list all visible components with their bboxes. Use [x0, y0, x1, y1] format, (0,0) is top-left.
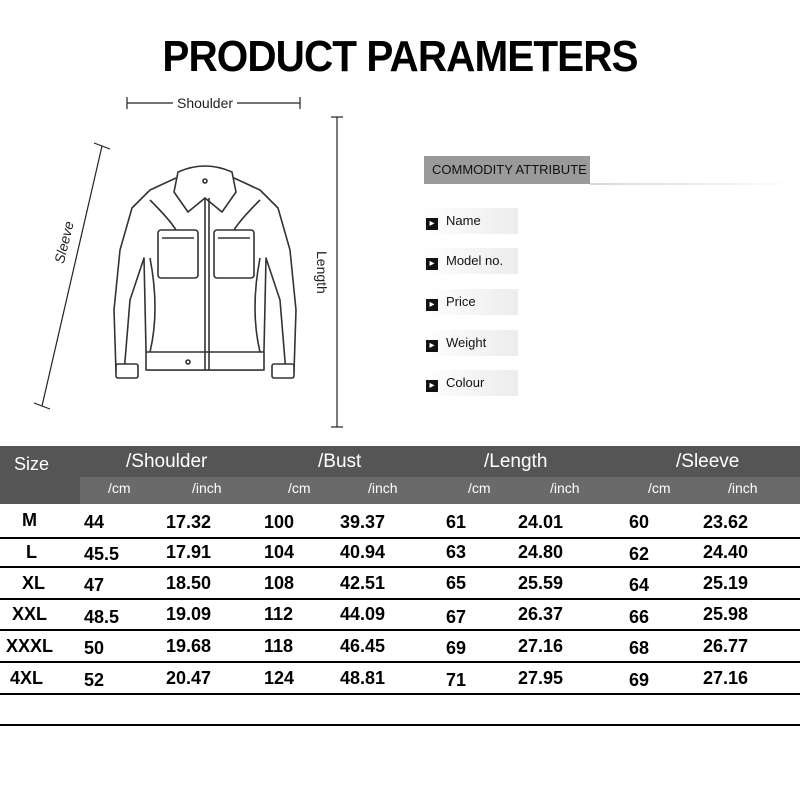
- row-divider: [0, 661, 800, 663]
- table-cell: 100: [264, 512, 295, 532]
- sleeve-dimension-line: [34, 143, 110, 409]
- table-cell: 17.91: [166, 542, 212, 562]
- table-cell: 65: [446, 573, 467, 593]
- table-cell: 44: [84, 512, 105, 532]
- table-cell: 24.01: [518, 512, 564, 532]
- table-cell: 25.19: [703, 573, 749, 593]
- arrow-right-icon: ▸: [426, 340, 438, 352]
- attribute-item-model: [422, 248, 518, 274]
- size-cell: 4XL: [10, 668, 44, 688]
- unit-label: /inch: [192, 480, 222, 496]
- row-divider: [0, 566, 800, 568]
- group-header-sleeve: /Sleeve: [676, 451, 740, 472]
- jacket-outline: [114, 166, 296, 378]
- unit-label: /cm: [648, 480, 671, 496]
- table-cell: 25.98: [703, 604, 749, 624]
- size-cell: XL: [22, 573, 46, 593]
- attribute-item-colour: [422, 370, 518, 396]
- group-header-shoulder: /Shoulder: [126, 451, 208, 472]
- unit-label: /inch: [550, 480, 580, 496]
- length-dimension-line: [331, 117, 343, 427]
- unit-label: /cm: [108, 480, 131, 496]
- row-divider: [0, 693, 800, 695]
- sleeve-label: Sleeve: [50, 216, 78, 269]
- table-cell: 25.59: [518, 573, 564, 593]
- table-cell: 108: [264, 573, 295, 593]
- arrow-right-icon: ▸: [426, 380, 438, 392]
- size-cell: M: [22, 510, 37, 530]
- table-cell: 60: [629, 512, 650, 532]
- shoulder-label: Shoulder: [173, 95, 237, 111]
- table-cell: 24.40: [703, 542, 749, 562]
- table-cell: 19.09: [166, 604, 212, 624]
- unit-label: /inch: [728, 480, 758, 496]
- attribute-item-weight: [422, 330, 518, 356]
- table-cell: 69: [629, 670, 650, 690]
- table-cell: 50: [84, 638, 105, 658]
- table-cell: 20.47: [166, 668, 212, 688]
- row-divider: [0, 537, 800, 539]
- group-header-bust: /Bust: [318, 451, 362, 472]
- unit-label: /cm: [288, 480, 311, 496]
- attribute-item-name: [422, 208, 518, 234]
- table-cell: 124: [264, 668, 295, 688]
- size-cell: XXXL: [6, 636, 54, 656]
- table-cell: 66: [629, 607, 650, 627]
- arrow-right-icon: ▸: [426, 258, 438, 270]
- table-cell: 27.16: [518, 636, 564, 656]
- jacket-measurement-diagram: [0, 80, 420, 440]
- attribute-header-underline: [590, 183, 800, 185]
- table-cell: 42.51: [340, 573, 386, 593]
- table-cell: 62: [629, 544, 650, 564]
- arrow-right-icon: ▸: [426, 299, 438, 311]
- attribute-label: Weight: [446, 335, 487, 350]
- row-divider: [0, 724, 800, 726]
- table-cell: 63: [446, 542, 467, 562]
- attribute-label: Colour: [446, 375, 485, 390]
- table-cell: 26.37: [518, 604, 564, 624]
- attribute-label: Name: [446, 213, 481, 228]
- table-cell: 64: [629, 575, 650, 595]
- size-column-header: Size: [0, 446, 80, 504]
- row-divider: [0, 598, 800, 600]
- table-cell: 48.81: [340, 668, 386, 688]
- table-cell: 71: [446, 670, 467, 690]
- table-cell: 39.37: [340, 512, 386, 532]
- arrow-right-icon: ▸: [426, 218, 438, 230]
- table-cell: 68: [629, 638, 650, 658]
- table-cell: 52: [84, 670, 105, 690]
- table-cell: 27.95: [518, 668, 564, 688]
- length-label: Length: [314, 247, 330, 298]
- table-cell: 27.16: [703, 668, 749, 688]
- table-cell: 23.62: [703, 512, 749, 532]
- table-cell: 17.32: [166, 512, 212, 532]
- table-cell: 46.45: [340, 636, 386, 656]
- size-cell: XXL: [12, 604, 48, 624]
- row-divider: [0, 629, 800, 631]
- unit-label: /cm: [468, 480, 491, 496]
- table-cell: 45.5: [84, 544, 120, 564]
- table-cell: 40.94: [340, 542, 386, 562]
- table-cell: 67: [446, 607, 467, 627]
- unit-label: /inch: [368, 480, 398, 496]
- table-cell: 47: [84, 575, 105, 595]
- size-cell: L: [26, 542, 37, 562]
- commodity-attribute-header: COMMODITY ATTRIBUTE: [424, 156, 590, 184]
- attribute-label: Model no.: [446, 253, 504, 268]
- table-cell: 61: [446, 512, 467, 532]
- table-cell: 24.80: [518, 542, 564, 562]
- attribute-label: Price: [446, 294, 476, 309]
- table-cell: 26.77: [703, 636, 749, 656]
- table-cell: 69: [446, 638, 467, 658]
- table-cell: 44.09: [340, 604, 386, 624]
- page-title: PRODUCT PARAMETERS: [162, 32, 638, 81]
- table-cell: 104: [264, 542, 295, 562]
- attribute-item-price: [422, 289, 518, 315]
- table-cell: 48.5: [84, 607, 120, 627]
- table-cell: 118: [264, 636, 294, 656]
- table-cell: 112: [264, 604, 294, 624]
- table-cell: 18.50: [166, 573, 212, 593]
- group-header-length: /Length: [484, 451, 548, 472]
- table-cell: 19.68: [166, 636, 212, 656]
- unit-row: [80, 477, 800, 504]
